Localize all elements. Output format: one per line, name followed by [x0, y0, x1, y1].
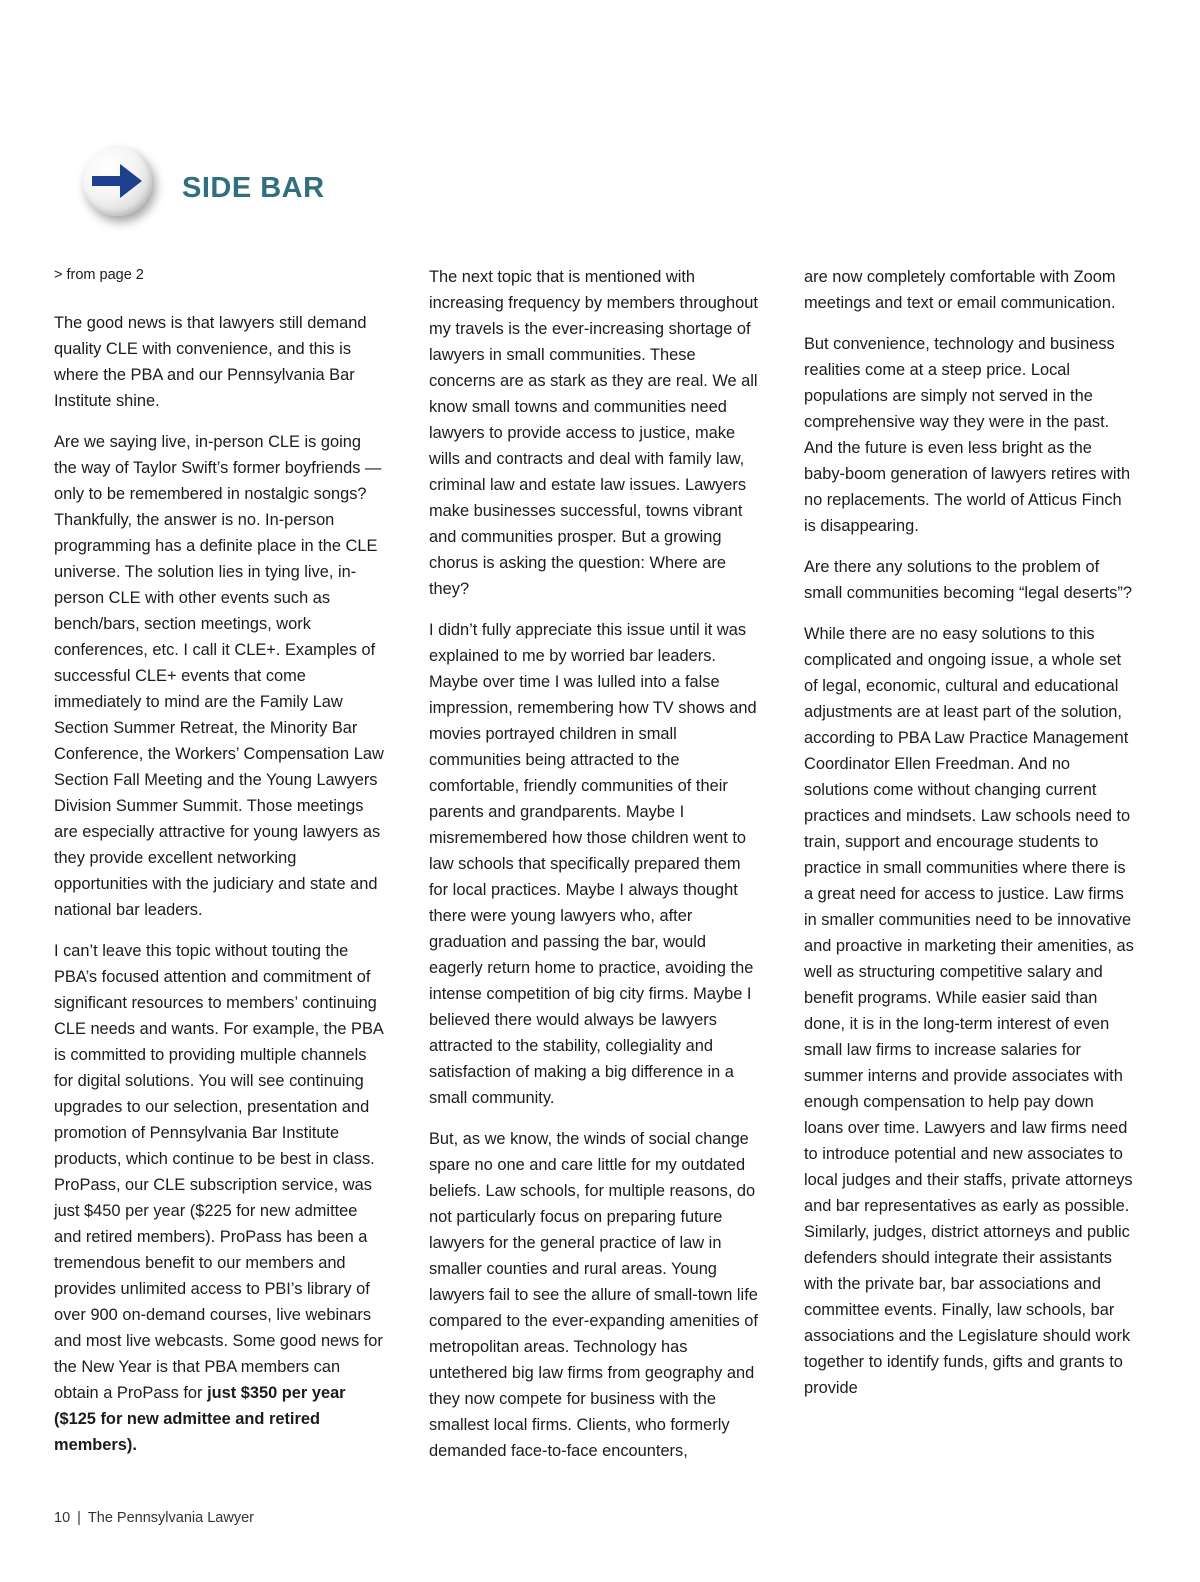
paragraph: are now completely comfortable with Zoom meetings and text or email communication. — [804, 268, 1116, 312]
page-title: SIDE BAR — [182, 172, 325, 204]
arrow-badge — [82, 146, 152, 216]
paragraph: But, as we know, the winds of social change spare no one and care little for my outdated beliefs. Law schools, for multiple reasons, do not particularly focus on preparing future lawyers for the general practice of law in smaller counties and rural areas. Young lawyers fail to see the allure of small-town life compared to the ever-expanding amenities of metropolitan areas. Technology has untethered big law firms from geography and they now compete for business with the smallest local firms. Clients, who formerly demanded face-to-face encounters, — [429, 1130, 758, 1460]
continued-from-label: > from page 2 — [54, 267, 144, 283]
article-column-1 — [54, 262, 386, 1473]
paragraph: Are there any solutions to the problem of small communities becoming “legal deserts”? — [804, 558, 1132, 602]
paragraph: But convenience, technology and business realities come at a steep price. Local populations are simply not served in the comprehensive way they were in the past. And the future is even less bright as the baby-boom generation of lawyers retires with no replacements. The world of Atticus Finch is disappearing. — [804, 335, 1131, 535]
paragraph: I didn’t fully appreciate this issue until it was explained to me by worried bar leaders. Maybe over time I was lulled into a false impression, remembering how TV shows and movies portrayed children in small communities being attracted to the comfortable, friendly communities of their parents and grandparents. Maybe I misremembered how those children went to law schools that specifically prepared them for local practices. Maybe I always thought there were young lawyers who, after graduation and passing the bar, would eagerly return home to practice, avoiding the intense competition of big city firms. Maybe I believed there would always be lawyers attracted to the stability, collegiality and satisfaction of making a big difference in a small community. — [429, 621, 757, 1107]
paragraph: The next topic that is mentioned with increasing frequency by members throughout my travels is the ever-increasing shortage of lawyers in small communities. These concerns are as stark as they are real. We all know small towns and communities need lawyers to provide access to justice, make wills and contracts and deal with family law, criminal law and estate law issues. Lawyers make businesses successful, towns vibrant and communities prosper. But a growing chorus is asking the question: Where are they? — [429, 268, 758, 598]
paragraph-text: I can’t leave this topic without touting the PBA’s focused attention and commitment of significant resources to members’ continuing CLE needs and wants. For example, the PBA is committed to providing multiple channels for digital solutions. You will see continuing upgrades to our selection, presentation and promotion of Pennsylvania Bar Institute products, which continue to be best in class. ProPass, our CLE subscription service, was just $450 per year ($225 for new admittee and retired members). ProPass has been a tremendous benefit to our members and provides unlimited access to PBI’s library of over 900 on-demand courses, live webinars and most live webcasts. Some good news for the New Year is that PBA members can obtain a ProPass for — [54, 942, 383, 1402]
paragraph: The good news is that lawyers still demand quality CLE with convenience, and this is where the PBA and our Pennsylvania Bar Institute shine. — [54, 314, 367, 410]
paragraph — [54, 938, 386, 1458]
publication-name: The Pennsylvania Lawyer — [87, 1510, 254, 1526]
paragraph: Are we saying live, in-person CLE is going the way of Taylor Swift’s former boyfriends — only to be remembered in nostalgic songs? Thankfully, the answer is no. In-person programming has a definite place in the CLE universe. The solution lies in tying live, in-person CLE with other events such as bench/bars, section meetings, work conferences, etc. I call it CLE+. Examples of successful CLE+ events that come immediately to mind are the Family Law Section Summer Retreat, the Minority Bar Conference, the Workers’ Compensation Law Section Fall Meeting and the Young Lawyers Division Summer Summit. Those meetings are especially attractive for young lawyers as they provide excellent networking opportunities with the judiciary and state and national bar leaders. — [54, 433, 384, 919]
bold-highlight: just $350 per year ($125 for new admittee and retired members). — [54, 1384, 346, 1454]
right-arrow-icon — [90, 160, 144, 202]
page-footer — [54, 1510, 254, 1526]
paragraph: While there are no easy solutions to this complicated and ongoing issue, a whole set of legal, economic, cultural and educational adjustments are at least part of the solution, according to PBA Law Practice Management Coordinator Ellen Freedman. And no solutions come without changing current practices and mindsets. Law schools need to train, support and encourage students to practice in small communities where there is a great need for access to justice. Law firms in smaller communities need to be innovative and proactive in marketing their amenities, as well as structuring competitive salary and benefit programs. While easier said than done, it is in the long-term interest of even small law firms to increase salaries for summer interns and provide associates with enough compensation to help pay down loans over time. Lawyers and law firms need to introduce potential and new associates to local judges and their staffs, private attorneys and bar representatives as early as possible. Similarly, judges, district attorneys and public defenders should integrate their assistants with the private bar, bar associations and committee events. Finally, law schools, bar associations and the Legislature should work together to identify funds, gifts and grants to provide — [804, 625, 1134, 1397]
page-number: 10 — [54, 1510, 71, 1526]
article-column-3 — [804, 264, 1136, 1416]
footer-separator: | — [77, 1510, 81, 1526]
article-column-2 — [429, 264, 761, 1479]
section-header — [82, 146, 482, 222]
